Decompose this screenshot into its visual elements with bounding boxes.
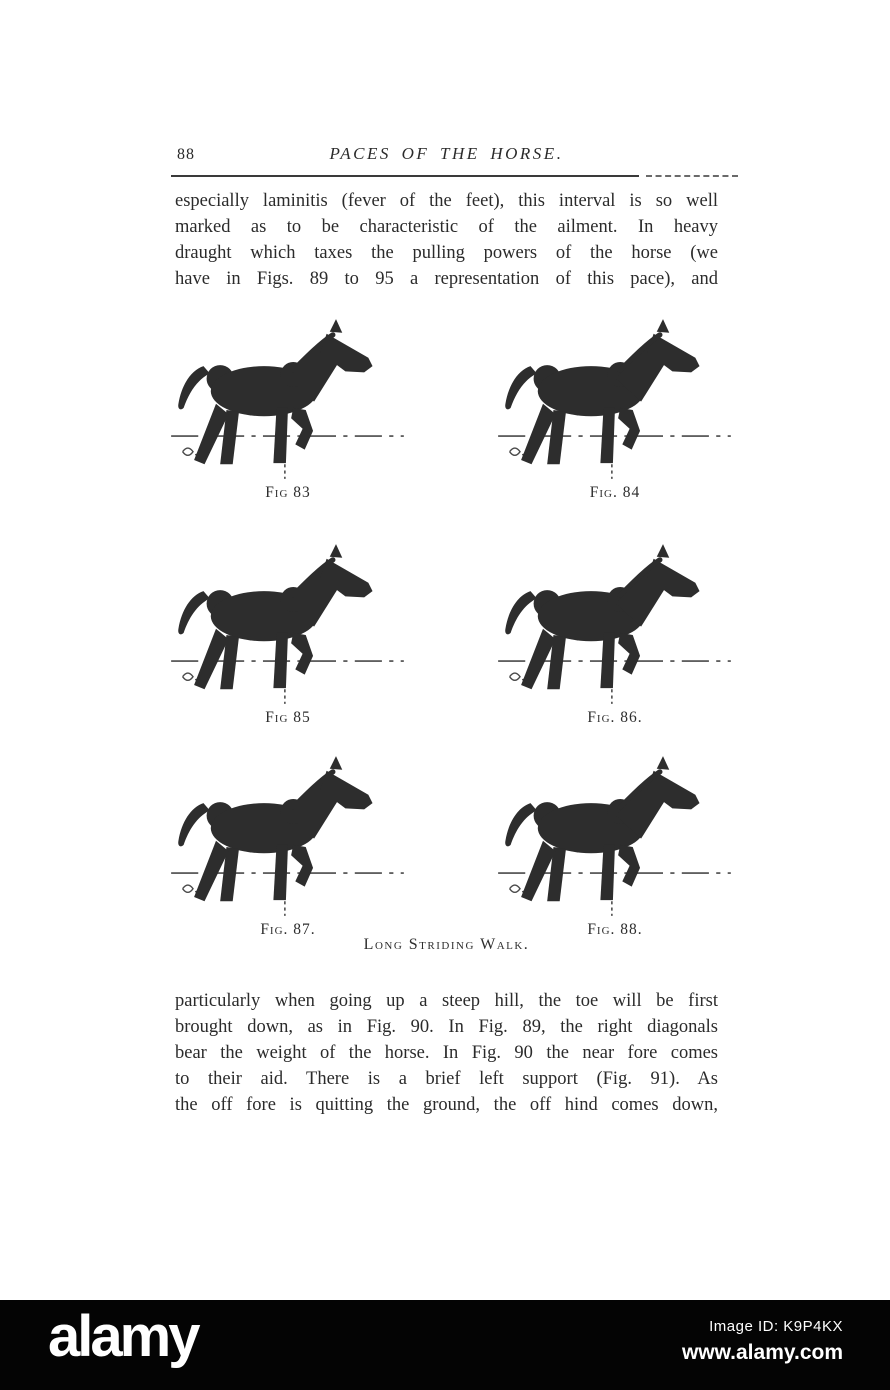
text-line: have in Figs. 89 to 95 a representation of this pace), and bbox=[175, 269, 718, 289]
horse-walking-illustration bbox=[168, 543, 408, 705]
figure-caption: Fig 83 bbox=[265, 484, 311, 501]
figure-87 bbox=[168, 755, 408, 939]
website-url: www.alamy.com bbox=[681, 1341, 843, 1364]
page-number: 88 bbox=[177, 146, 195, 163]
paragraph-top bbox=[175, 188, 718, 292]
horse-walking-illustration bbox=[168, 318, 408, 480]
figure-caption: Fig. 86. bbox=[587, 709, 643, 726]
text-line: marked as to be characteristic of the ailment. In heavy bbox=[175, 217, 718, 237]
figure-84 bbox=[495, 318, 735, 502]
text-line: brought down, as in Fig. 90. In Fig. 89, the right diagonals bbox=[175, 1017, 718, 1037]
watermark-bar bbox=[0, 1300, 890, 1390]
figure-caption: Fig. 88. bbox=[587, 921, 643, 938]
horse-walking-illustration bbox=[168, 755, 408, 917]
text-line: to their aid. There is a brief left support (Fig. 91). As bbox=[175, 1069, 718, 1089]
running-title: PACES OF THE HORSE. bbox=[329, 144, 564, 163]
text-line: especially laminitis (fever of the feet), this interval is so well bbox=[175, 191, 718, 211]
text-line: the off fore is quitting the ground, the off hind comes down, bbox=[175, 1095, 718, 1115]
paragraph-bottom bbox=[175, 988, 718, 1118]
figure-88 bbox=[495, 755, 735, 939]
horse-walking-illustration bbox=[495, 755, 735, 917]
figure-83 bbox=[168, 318, 408, 502]
figure-caption: Fig 85 bbox=[265, 709, 311, 726]
figure-85 bbox=[168, 543, 408, 727]
text-line: bear the weight of the horse. In Fig. 90 the near fore comes bbox=[175, 1043, 718, 1063]
figure-caption: Fig. 87. bbox=[260, 921, 316, 938]
image-id-label: Image ID: K9P4KX bbox=[709, 1318, 843, 1335]
alamy-logo: alamy bbox=[48, 1304, 198, 1369]
horse-walking-illustration bbox=[495, 543, 735, 705]
figures-group-caption: Long Striding Walk. bbox=[363, 936, 530, 953]
header-rule bbox=[171, 175, 639, 177]
text-line: particularly when going up a steep hill, the toe will be first bbox=[175, 991, 718, 1011]
figure-caption: Fig. 84 bbox=[589, 484, 641, 501]
text-line: draught which taxes the pulling powers of the horse (we bbox=[175, 243, 718, 263]
horse-walking-illustration bbox=[495, 318, 735, 480]
header-rule-dashes bbox=[646, 175, 738, 177]
figure-86 bbox=[495, 543, 735, 727]
